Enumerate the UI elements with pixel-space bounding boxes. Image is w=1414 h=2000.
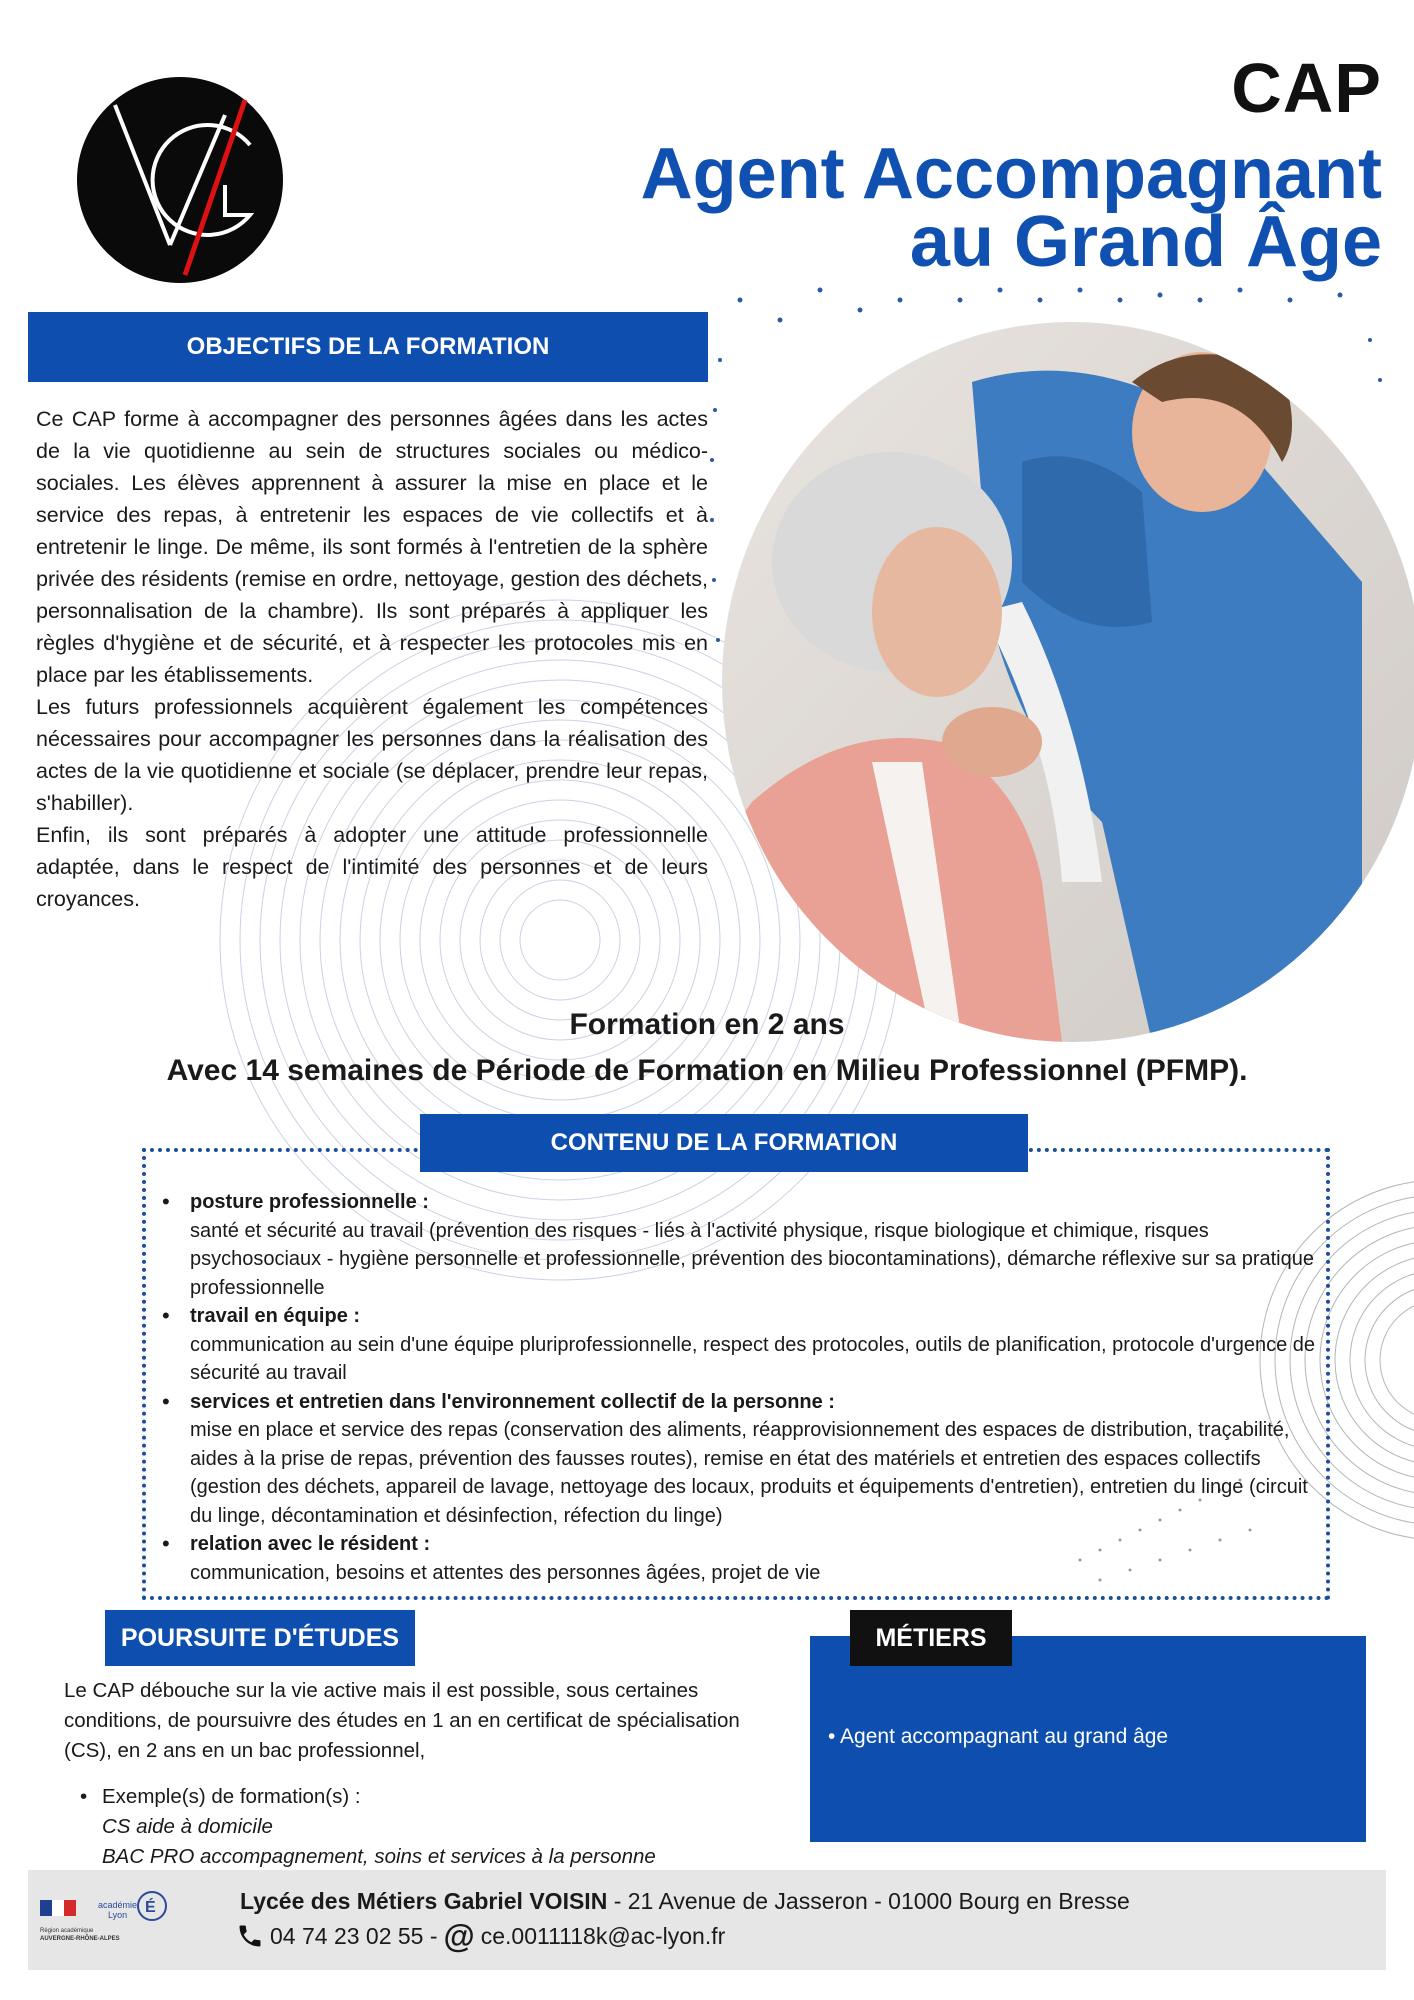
page-title-line2: au Grand Âge bbox=[909, 202, 1382, 282]
page-title-line1: Agent Accompagnant bbox=[640, 134, 1382, 214]
contenu-heading: CONTENU DE LA FORMATION bbox=[420, 1114, 1028, 1172]
duree-line1: Formation en 2 ans bbox=[569, 1008, 845, 1041]
svg-text:É: É bbox=[145, 1899, 156, 1916]
objectifs-text bbox=[36, 403, 708, 915]
email-icon: @ bbox=[443, 1918, 475, 1954]
examples-list bbox=[80, 1782, 780, 1872]
phone-icon bbox=[236, 1922, 264, 1950]
list-item bbox=[160, 1302, 1320, 1388]
poursuite-text: Le CAP débouche sur la vie active mais il est possible, sous certaines conditions, de poursuivre des études en 1 an en certificat de spécialisation (CS), en 2 ans en un bac professionnel, bbox=[64, 1679, 740, 1762]
list-item bbox=[80, 1782, 780, 1872]
contenu-item-text: communication au sein d'une équipe pluriprofessionnelle, respect des protocoles, outils de planification, protocole d'urgence de sécurité au travail bbox=[190, 1333, 1315, 1384]
contenu-item-text: communication, besoins et attentes des personnes âgées, projet de vie bbox=[190, 1561, 821, 1584]
examples-label: Exemple(s) de formation(s) : bbox=[102, 1785, 361, 1808]
metiers-heading: MÉTIERS bbox=[850, 1610, 1012, 1666]
metiers-item: • Agent accompagnant au grand âge bbox=[828, 1725, 1168, 1749]
svg-text:AUVERGNE-RHÔNE-ALPES: AUVERGNE-RHÔNE-ALPES bbox=[40, 1936, 120, 1942]
example-item: BAC PRO accompagnement, soins et services à la personne bbox=[102, 1845, 656, 1868]
svg-text:Région académique: Région académique bbox=[40, 1928, 94, 1934]
objectifs-paragraph: Les futurs professionnels acquièrent également les compétences nécessaires pour accompagner les personnes dans la réalisation des actes de la vie quotidienne et sociale (se déplacer, prendre leur repas, s'habiller). bbox=[36, 695, 708, 815]
list-item bbox=[160, 1188, 1320, 1302]
footer-contact bbox=[236, 1920, 725, 1952]
school-name: Lycée des Métiers Gabriel VOISIN bbox=[240, 1888, 608, 1914]
objectifs-paragraph: Enfin, ils sont préparés à adopter une attitude professionnelle adaptée, dans le respect de l'intimité des personnes et de leurs croyances. bbox=[36, 823, 708, 911]
duree-line2: Avec 14 semaines de Période de Formation en Milieu Professionnel (PFMP). bbox=[166, 1054, 1248, 1087]
phone-number: 04 74 23 02 55 - bbox=[270, 1922, 438, 1949]
objectifs-heading: OBJECTIFS DE LA FORMATION bbox=[28, 312, 708, 382]
svg-text:Lyon: Lyon bbox=[108, 1910, 128, 1920]
footer-address bbox=[240, 1888, 1130, 1915]
contenu-item-text: mise en place et service des repas (conservation des aliments, réapprovisionnement des espaces de distribution, traçabilité, aides à la prise de repas, prévention des fausses routes), remise en état des matériels et entretien des espaces collectifs (gestion des déchets, appareil de lavage, nettoyage des locaux, produits et équipements d'entretien), entretien du linge (circuit du linge, décontamination et désinfection, réfection du linge) bbox=[190, 1419, 1308, 1527]
contenu-list bbox=[160, 1188, 1320, 1587]
objectifs-paragraph: Ce CAP forme à accompagner des personnes âgées dans les actes de la vie quotidienne au sein de structures sociales ou médico-sociales. Les élèves apprennent à assurer la mise en place et le service des repas, à entretenir les espaces de vie collectifs et à entretenir le linge. De même, ils sont formés à l'entretien de la sphère privée des résidents (remise en ordre, nettoyage, gestion des déchets, personnalisation de la chambre). Ils sont préparés à appliquer les règles d'hygiène et de sécurité, et à respecter les protocoles mis en place par les établissements. bbox=[36, 407, 708, 687]
svg-text:académie: académie bbox=[98, 1900, 138, 1910]
caregiver-photo bbox=[722, 322, 1414, 1042]
list-item bbox=[160, 1388, 1320, 1531]
poursuite-heading: POURSUITE D'ÉTUDES bbox=[105, 1610, 415, 1666]
contenu-item-title: • relation avec le résident : bbox=[190, 1533, 431, 1555]
contenu-item-title: • travail en équipe : bbox=[190, 1305, 361, 1327]
cap-label: CAP bbox=[1231, 49, 1382, 127]
email-link[interactable]: ce.0011118k@ac-lyon.fr bbox=[480, 1922, 726, 1949]
school-logo bbox=[75, 75, 285, 285]
academie-logo bbox=[40, 1884, 180, 1958]
list-item bbox=[160, 1530, 1320, 1587]
contenu-item-title: • posture professionnelle : bbox=[190, 1191, 429, 1213]
school-address: - 21 Avenue de Jasseron - 01000 Bourg en Bresse bbox=[607, 1888, 1130, 1914]
contenu-item-text: santé et sécurité au travail (prévention des risques - liés à l'activité physique, risque biologique et chimique, risques psychosociaux - hygiène personnelle et professionnelle, prévention des biocontaminations), démarche réflexive sur sa pratique professionnelle bbox=[190, 1219, 1314, 1299]
contenu-item-title: • services et entretien dans l'environnement collectif de la personne : bbox=[190, 1390, 835, 1413]
example-item: CS aide à domicile bbox=[102, 1815, 273, 1838]
